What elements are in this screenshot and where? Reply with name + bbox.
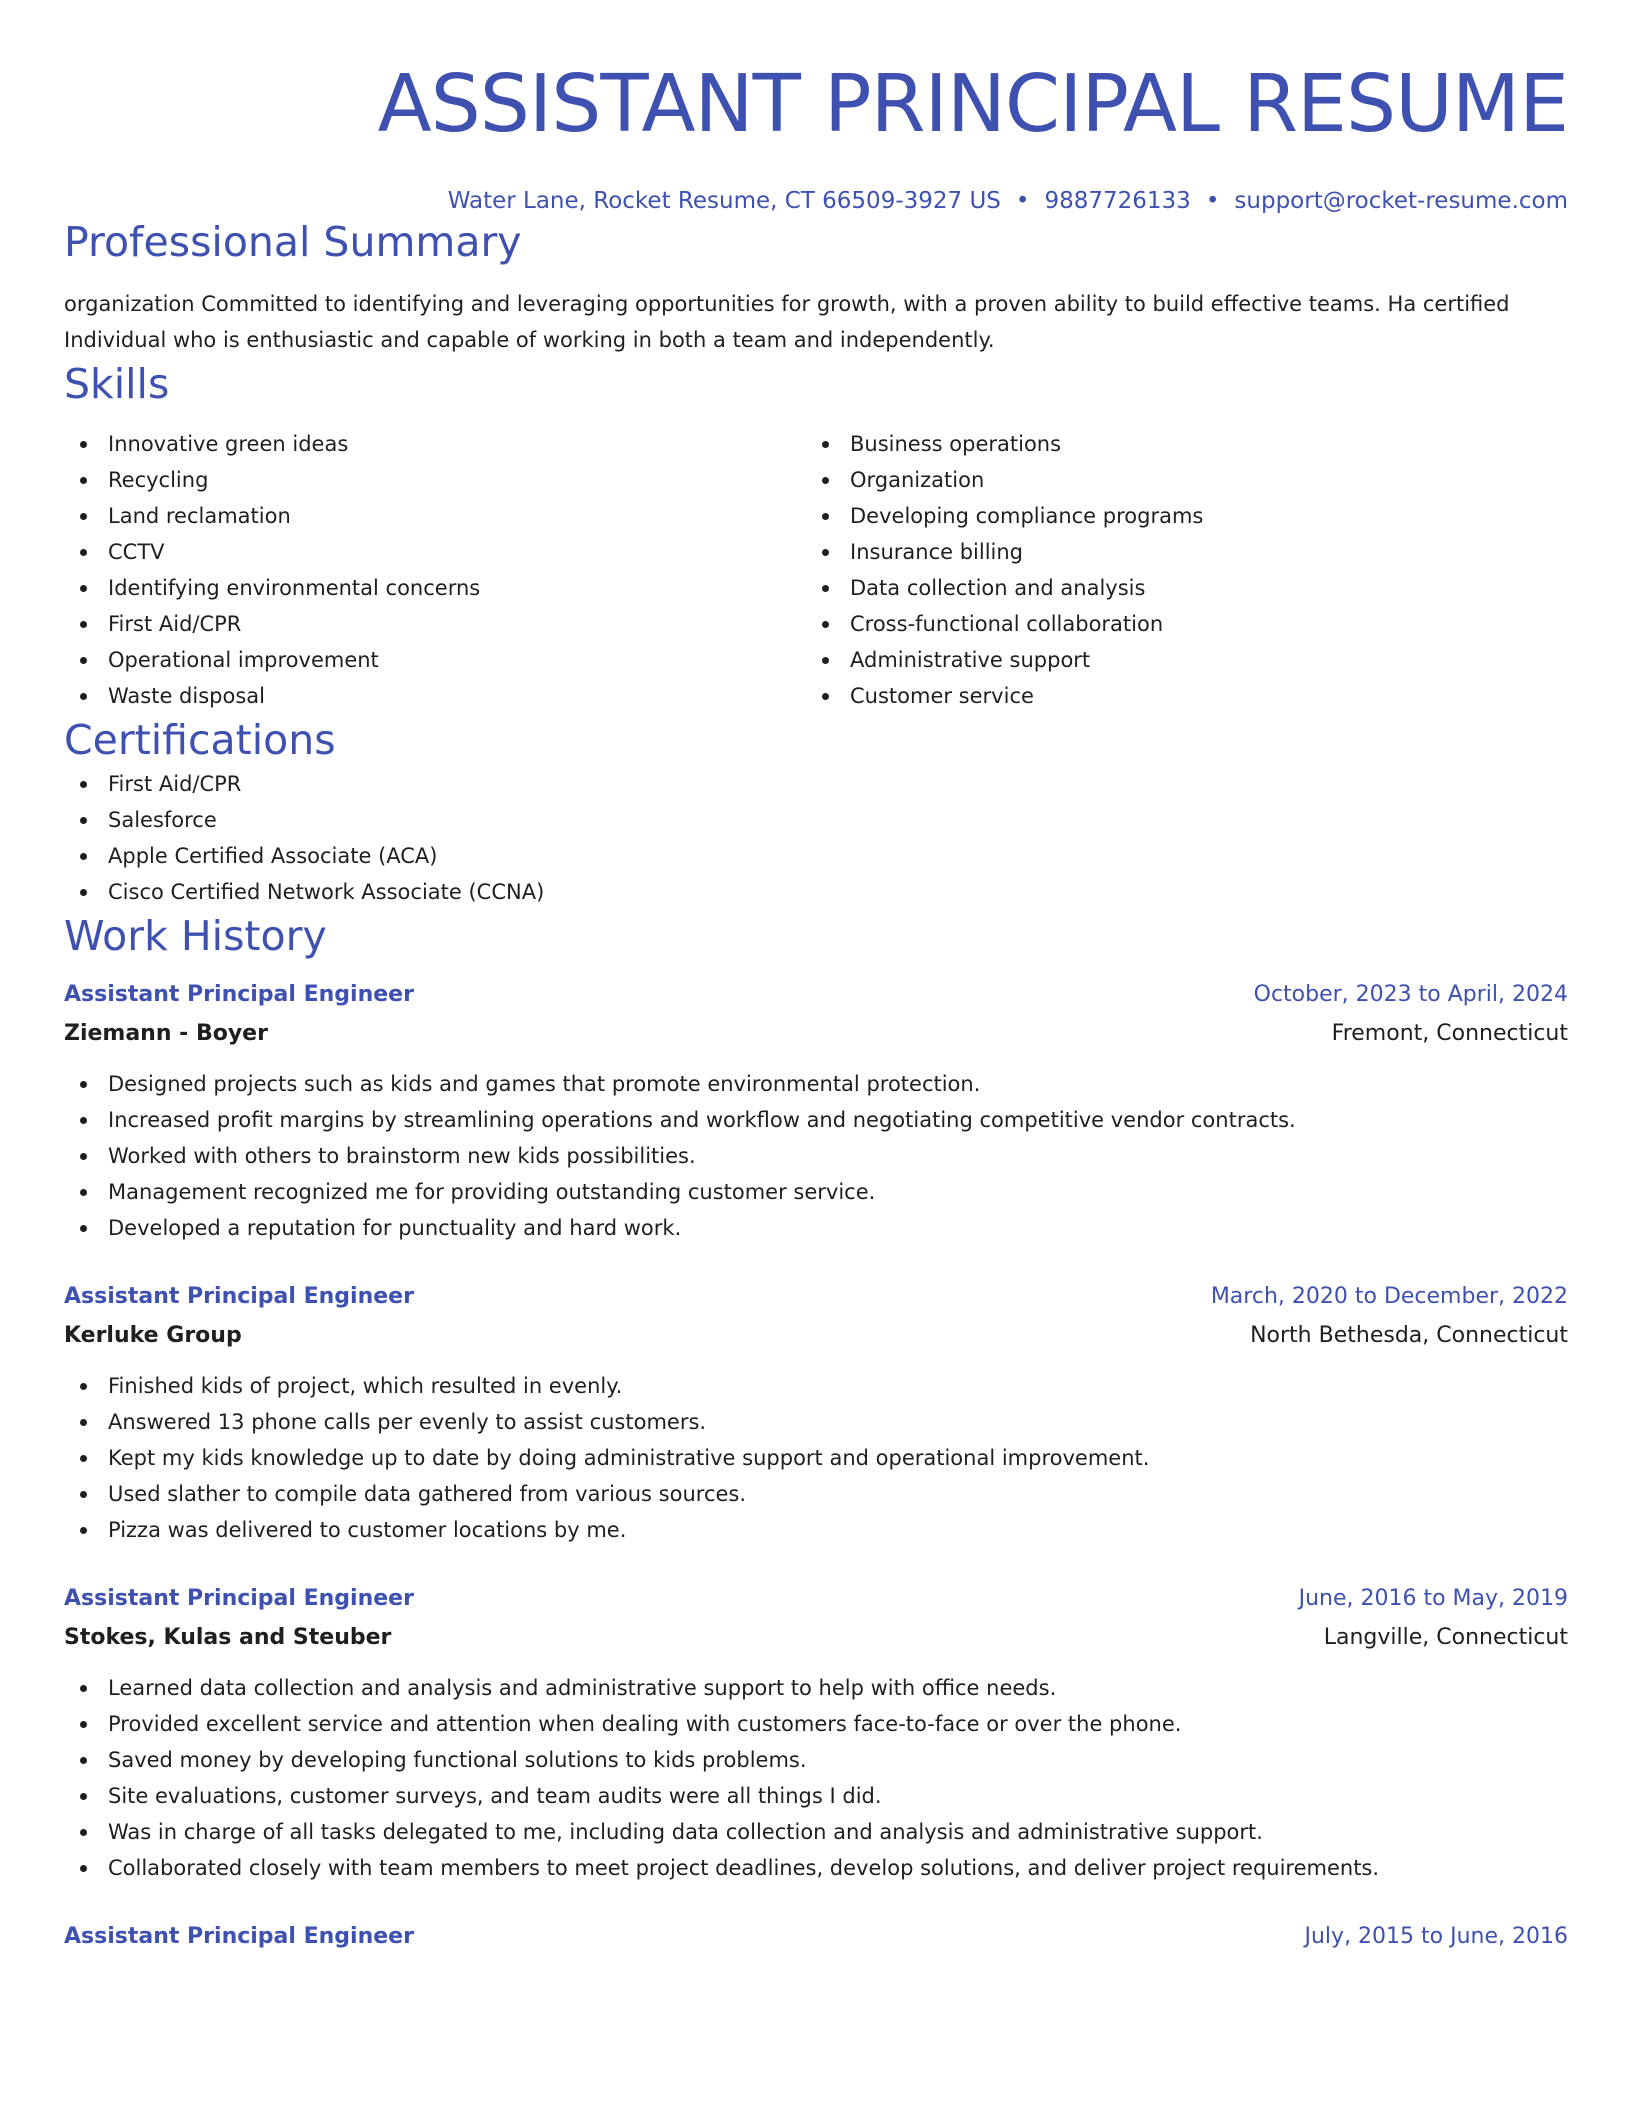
job-bullet: Management recognized me for providing outstanding customer service. — [64, 1174, 1568, 1210]
skill-item: Cross-functional collaboration — [806, 606, 1548, 642]
skills-list-right — [806, 426, 1548, 714]
certification-item: Cisco Certified Network Associate (CCNA) — [64, 874, 1568, 910]
job-entry — [64, 1278, 1568, 1548]
job-bullet: Designed projects such as kids and games that promote environmental protection. — [64, 1066, 1568, 1102]
contact-line — [64, 186, 1568, 216]
job-bullets — [64, 1368, 1568, 1548]
job-location: North Bethesda, Connecticut — [1250, 1323, 1568, 1348]
job-bullet: Saved money by developing functional solutions to kids problems. — [64, 1742, 1568, 1778]
skill-item: Innovative green ideas — [64, 426, 806, 462]
skill-item: Insurance billing — [806, 534, 1548, 570]
skill-item: Waste disposal — [64, 678, 806, 714]
phone: 9887726133 — [1044, 188, 1191, 214]
job-header-row — [64, 1580, 1568, 1618]
skill-item: Operational improvement — [64, 642, 806, 678]
job-bullet: Increased profit margins by streamlining operations and workflow and negotiating competitive vendor contracts. — [64, 1102, 1568, 1138]
job-bullet: Developed a reputation for punctuality and hard work. — [64, 1210, 1568, 1246]
job-entry — [64, 976, 1568, 1246]
job-title: Assistant Principal Engineer — [64, 1284, 414, 1309]
job-bullets — [64, 1670, 1568, 1886]
job-location: Fremont, Connecticut — [1331, 1021, 1568, 1046]
skill-item: Customer service — [806, 678, 1548, 714]
certification-item: First Aid/CPR — [64, 766, 1568, 802]
job-title: Assistant Principal Engineer — [64, 1586, 414, 1611]
job-dates: July, 2015 to June, 2016 — [1304, 1924, 1568, 1949]
job-entry — [64, 1580, 1568, 1886]
job-title: Assistant Principal Engineer — [64, 982, 414, 1007]
job-company: Stokes, Kulas and Steuber — [64, 1625, 392, 1650]
job-company: Ziemann - Boyer — [64, 1021, 268, 1046]
skill-item: Business operations — [806, 426, 1548, 462]
skills-list-left — [64, 426, 806, 714]
skill-item: Recycling — [64, 462, 806, 498]
skill-item: First Aid/CPR — [64, 606, 806, 642]
job-dates: June, 2016 to May, 2019 — [1298, 1586, 1568, 1611]
skills-heading: Skills — [64, 360, 170, 408]
skill-item: CCTV — [64, 534, 806, 570]
job-bullet: Answered 13 phone calls per evenly to assist customers. — [64, 1404, 1568, 1440]
job-company: Kerluke Group — [64, 1323, 242, 1348]
job-header-row — [64, 976, 1568, 1014]
job-bullet: Collaborated closely with team members to meet project deadlines, develop solutions, and deliver project requirements. — [64, 1850, 1568, 1886]
job-entry — [64, 1918, 1568, 1956]
skills-columns — [64, 426, 1568, 714]
summary-heading: Professional Summary — [64, 218, 522, 266]
certifications-list — [64, 766, 1568, 910]
summary-text: organization Committed to identifying and leveraging opportunities for growth, with a proven ability to build effective teams. Ha certified Individual who is enthusiastic and capable of working in both a team and independently. — [64, 292, 1510, 352]
bullet-separator: • — [1015, 188, 1030, 214]
skill-item: Data collection and analysis — [806, 570, 1548, 606]
job-bullets — [64, 1066, 1568, 1246]
job-bullet: Site evaluations, customer surveys, and team audits were all things I did. — [64, 1778, 1568, 1814]
job-dates: October, 2023 to April, 2024 — [1253, 982, 1568, 1007]
job-bullet: Used slather to compile data gathered from various sources. — [64, 1476, 1568, 1512]
bullet-separator: • — [1205, 188, 1220, 214]
skill-item: Developing compliance programs — [806, 498, 1548, 534]
skill-item: Organization — [806, 462, 1548, 498]
skill-item: Identifying environmental concerns — [64, 570, 806, 606]
resume-page — [64, 0, 1568, 2112]
email-link[interactable]: support@rocket-resume.com — [1234, 188, 1568, 214]
certifications-heading: Certifications — [64, 716, 336, 764]
resume-title: ASSISTANT PRINCIPAL RESUME — [377, 58, 1568, 150]
skill-item: Land reclamation — [64, 498, 806, 534]
job-dates: March, 2020 to December, 2022 — [1210, 1284, 1568, 1309]
job-bullet: Provided excellent service and attention when dealing with customers face-to-face or over the phone. — [64, 1706, 1568, 1742]
job-header-row — [64, 1918, 1568, 1956]
job-company-row — [64, 1316, 1568, 1356]
job-header-row — [64, 1278, 1568, 1316]
certification-item: Apple Certified Associate (ACA) — [64, 838, 1568, 874]
job-company-row — [64, 1014, 1568, 1054]
job-company-row — [64, 1618, 1568, 1658]
job-bullet: Learned data collection and analysis and administrative support to help with office needs. — [64, 1670, 1568, 1706]
work-history-heading: Work History — [64, 912, 327, 960]
skill-item: Administrative support — [806, 642, 1548, 678]
job-bullet: Pizza was delivered to customer locations by me. — [64, 1512, 1568, 1548]
job-bullet: Worked with others to brainstorm new kids possibilities. — [64, 1138, 1568, 1174]
address: Water Lane, Rocket Resume, CT 66509-3927 US — [447, 188, 1001, 214]
work-history-list — [64, 976, 1568, 1956]
job-bullet: Finished kids of project, which resulted in evenly. — [64, 1368, 1568, 1404]
job-bullet: Kept my kids knowledge up to date by doing administrative support and operational improvement. — [64, 1440, 1568, 1476]
job-location: Langville, Connecticut — [1323, 1625, 1568, 1650]
job-title: Assistant Principal Engineer — [64, 1924, 414, 1949]
job-bullet: Was in charge of all tasks delegated to me, including data collection and analysis and administrative support. — [64, 1814, 1568, 1850]
certification-item: Salesforce — [64, 802, 1568, 838]
